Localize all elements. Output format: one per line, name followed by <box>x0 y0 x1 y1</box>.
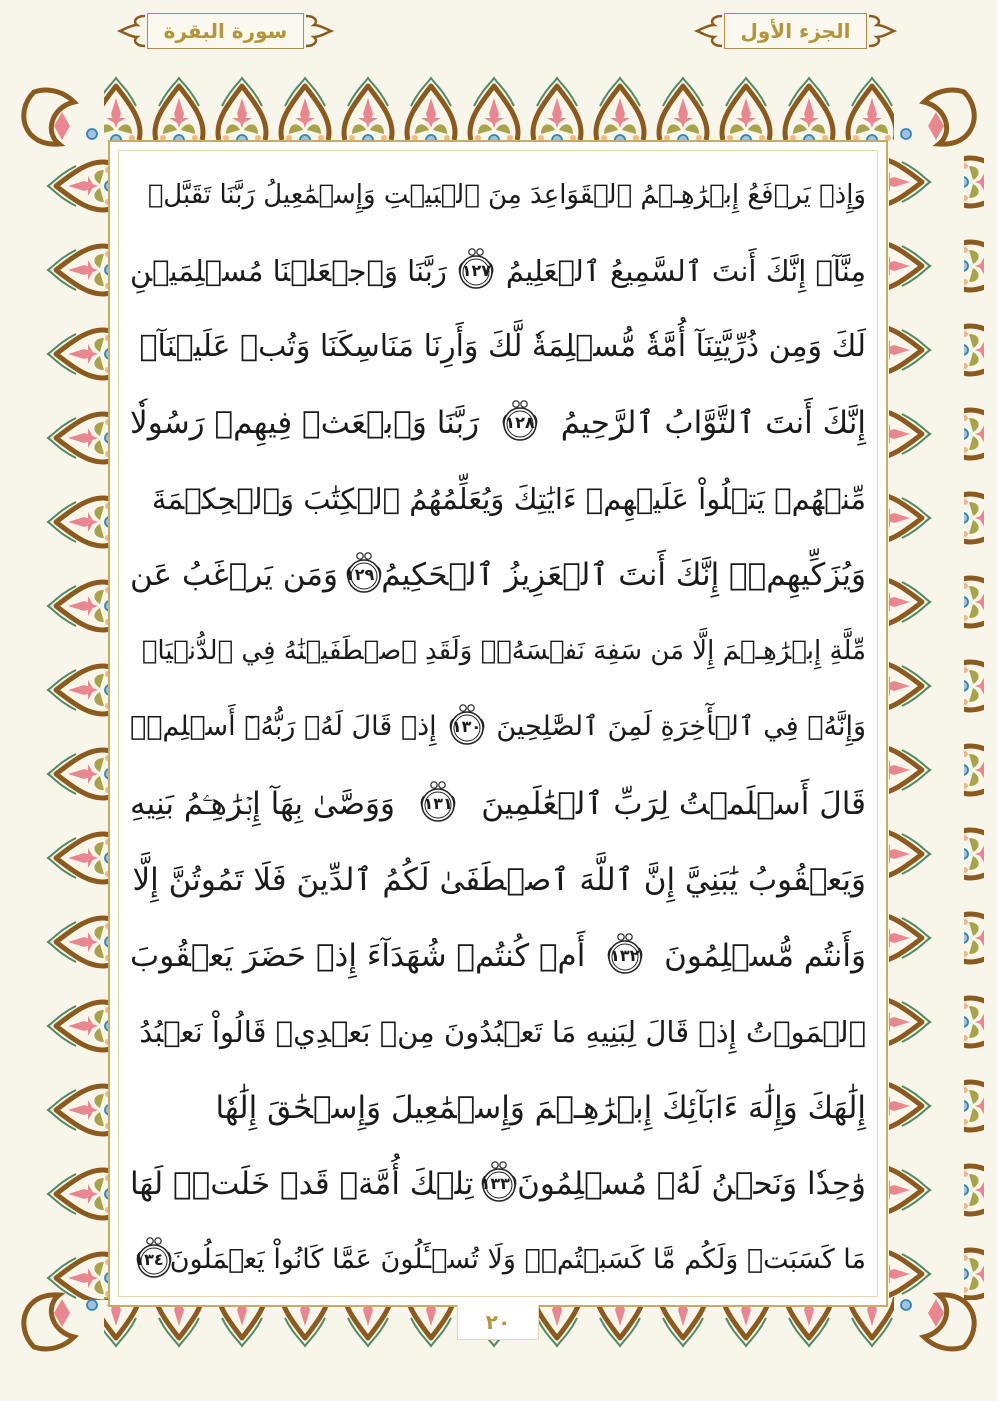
verse-text: تِلۡكَ أُمَّةٞ قَدۡ خَلَتۡۖ لَهَا <box>130 1165 474 1202</box>
cartouche-right-scroll-icon <box>867 12 897 50</box>
text-line <box>130 845 866 915</box>
text-line <box>130 540 866 610</box>
ayah-number-label: ١٣٠ <box>451 717 482 737</box>
cartouche-left-scroll-icon <box>117 12 147 50</box>
ayah-number <box>418 784 458 824</box>
verse-text: إِذۡ قَالَ لَهُۥ رَبُّهُۥٓ أَسۡلِمۡۖ <box>130 711 437 743</box>
border-right <box>889 140 984 1300</box>
ayah-number-label: ١٢٨ <box>505 413 535 433</box>
corner-ornament <box>901 90 974 144</box>
verse-text: وَيَعۡقُوبُ يَٰبَنِيَّ إِنَّ ٱللَّهَ ٱصۡطَفَىٰ لَكُمُ ٱلدِّينَ فَلَا تَمُوتُنَّ إِلَّا <box>132 861 866 898</box>
verse-text: رَبَّنَا وَٱجۡعَلۡنَا مُسۡلِمَيۡنِ <box>130 254 447 289</box>
page-number: ٢٠ <box>457 1305 539 1340</box>
verse-text: وَٰحِدٗا وَنَحۡنُ لَهُۥ مُسۡلِمُونَ <box>517 1165 866 1202</box>
verse-text: مِّلَّةِ إِبۡرَٰهِـۧمَ إِلَّا مَن سَفِهَ نَفۡسَهُۥۚ وَلَقَدِ ٱصۡطَفَيۡنَٰهُ فِي ٱلدُّنۡيَاۖ <box>141 636 866 667</box>
verse-text: ٱلۡمَوۡتُ إِذۡ قَالَ لِبَنِيهِ مَا تَعۡبُدُونَ مِنۢ بَعۡدِيۖ قَالُواْ نَعۡبُدُ <box>139 1014 866 1049</box>
surah-name: سورة البقرة <box>147 13 305 49</box>
cartouche-right-scroll-icon <box>304 12 334 50</box>
ayah-number-label: ١٣١ <box>423 793 453 813</box>
text-line <box>130 464 866 534</box>
ayah-number-label: ١٢٧ <box>461 261 492 281</box>
text-line <box>130 1149 866 1219</box>
surah-name-cartouche <box>83 12 368 50</box>
ayah-number <box>479 1164 511 1204</box>
verse-text: وَمَن يَرۡغَبُ عَن <box>130 557 338 594</box>
ayah-number <box>500 403 540 443</box>
text-line <box>130 997 866 1067</box>
verse-text: لَكَ وَمِن ذُرِّيَّتِنَآ أُمَّةٗ مُّسۡلِمَةٗ لَّكَ وَأَرِنَا مَنَاسِكَنَا وَتُبۡ عَلَيۡنَآۖ <box>139 329 866 365</box>
verse-text: وَيُزَكِّيهِمۡۚ إِنَّكَ أَنتَ ٱلۡعَزِيزُ ٱلۡحَكِيمُ <box>381 557 866 594</box>
verse-text: إِلَٰهَكَ وَإِلَٰهَ ءَابَآئِكَ إِبۡرَٰهِـۧمَ وَإِسۡمَٰعِيلَ وَإِسۡحَٰقَ إِلَٰهٗا <box>215 1089 866 1126</box>
text-line <box>130 1073 866 1143</box>
juz-name: الجزء الأول <box>724 13 868 49</box>
text-line <box>130 160 866 230</box>
verse-text: وَوَصَّىٰ بِهَآ إِبۡرَٰهِـۧمُ بَنِيهِ <box>130 785 395 822</box>
text-line <box>130 236 866 306</box>
text-line <box>130 312 866 382</box>
verse-text: مِّنۡهُمۡ يَتۡلُواْ عَلَيۡهِمۡ ءَايَٰتِكَ وَيُعَلِّمُهُمُ ٱلۡكِتَٰبَ وَٱلۡحِكۡمَةَ <box>151 482 866 517</box>
verse-text: مِنَّآۖ إِنَّكَ أَنتَ ٱلسَّمِيعُ ٱلۡعَلِيمُ <box>505 254 866 289</box>
ayah-number <box>344 555 375 595</box>
border-left <box>14 140 109 1300</box>
border-top <box>104 52 894 142</box>
corner-ornament <box>24 90 97 144</box>
verse-text: مَا كَسَبَتۡ وَلَكُم مَّا كَسَبۡتُمۡۖ وَلَا تُسۡـَٔلُونَ عَمَّا كَانُواْ يَعۡمَلُونَ <box>169 1243 866 1275</box>
verse-text: قَالَ أَسۡلَمۡتُ لِرَبِّ ٱلۡعَٰلَمِينَ <box>481 785 866 822</box>
text-panel <box>108 140 888 1307</box>
ayah-number <box>134 1240 163 1280</box>
corner-ornament <box>901 1295 974 1349</box>
cartouche-left-scroll-icon <box>694 12 724 50</box>
text-line <box>130 616 866 686</box>
ayah-number-label: ١٣٣ <box>480 1173 510 1193</box>
text-line <box>130 388 866 458</box>
text-line <box>130 921 866 991</box>
ayah-number <box>605 936 645 976</box>
verse-text: أَمۡ كُنتُمۡ شُهَدَآءَ إِذۡ حَضَرَ يَعۡقُوبَ <box>130 937 586 974</box>
text-line <box>130 769 866 839</box>
ayah-number-label: ١٣٤ <box>134 1249 164 1269</box>
juz-name-cartouche <box>653 12 938 50</box>
quran-text <box>130 160 866 1295</box>
ayah-number-label: ١٣٢ <box>610 945 640 965</box>
verse-text: وَإِذۡ يَرۡفَعُ إِبۡرَٰهِـۧمُ ٱلۡقَوَاعِدَ مِنَ ٱلۡبَيۡتِ وَإِسۡمَٰعِيلُ رَبَّنَا تَقَبَّلۡ <box>147 180 866 210</box>
text-line <box>130 692 866 762</box>
verse-text: وَإِنَّهُۥ فِي ٱلۡأٓخِرَةِ لَمِنَ ٱلصَّٰلِحِينَ <box>496 711 866 743</box>
verse-text: إِنَّكَ أَنتَ ٱلتَّوَّابُ ٱلرَّحِيمُ <box>560 405 866 442</box>
verse-text: وَأَنتُم مُّسۡلِمُونَ <box>664 937 866 974</box>
verse-text: رَبَّنَا وَٱبۡعَثۡ فِيهِمۡ رَسُولٗا <box>130 405 480 442</box>
corner-ornament <box>24 1295 97 1349</box>
text-line <box>130 1225 866 1295</box>
ayah-number <box>447 707 487 747</box>
ayah-number-label: ١٢٩ <box>344 565 375 585</box>
ayah-number <box>456 251 496 291</box>
